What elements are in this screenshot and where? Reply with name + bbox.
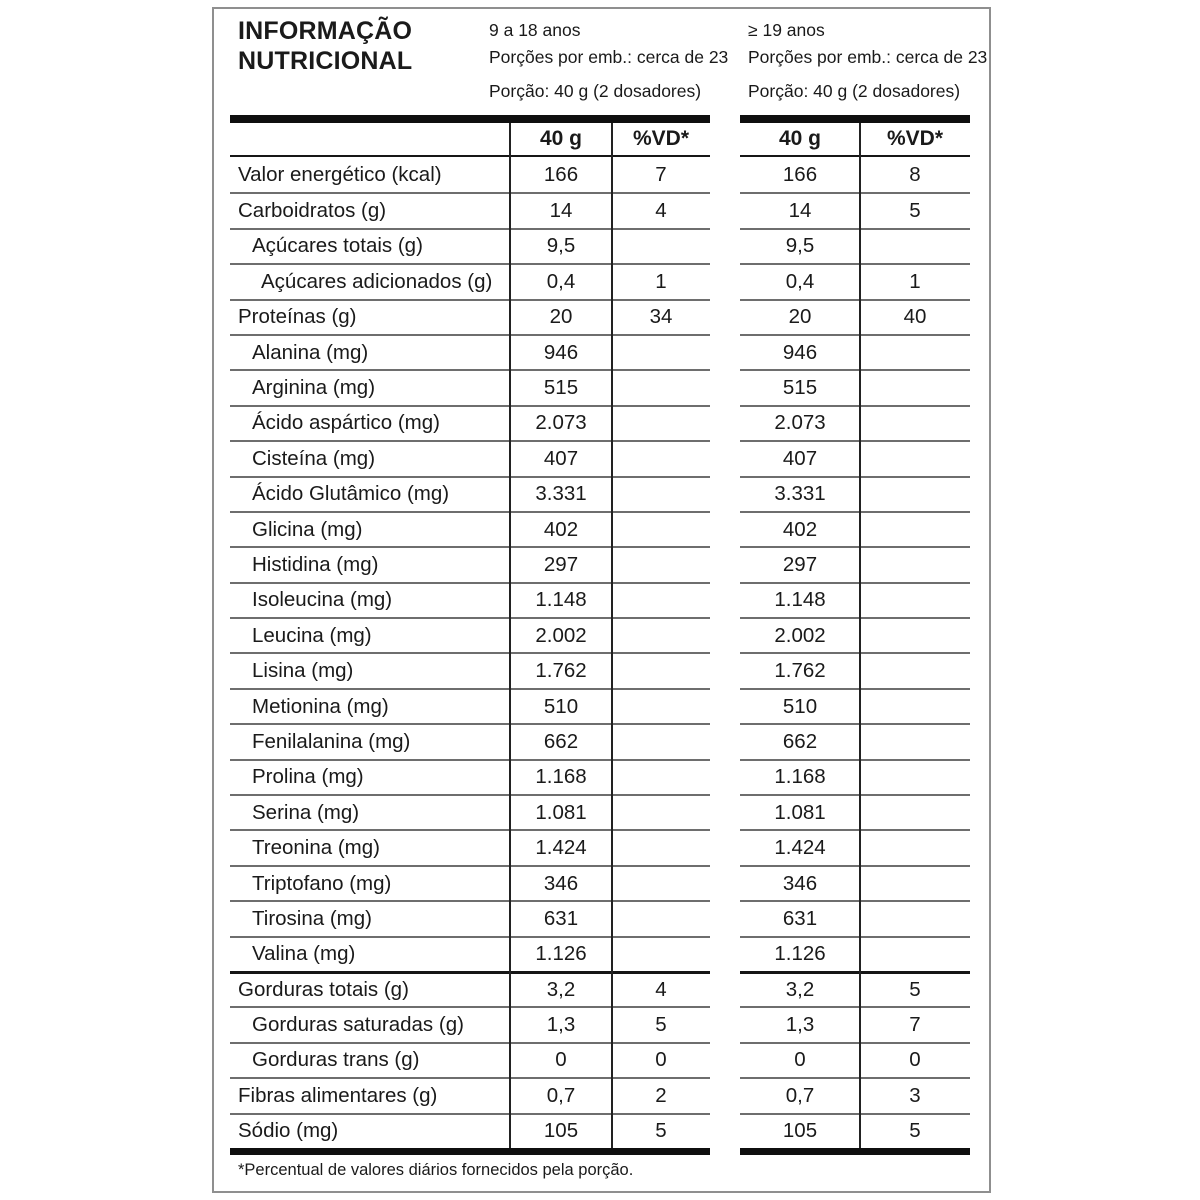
dv-value: 40 [903,305,927,329]
dv-value [612,831,710,864]
amount-value: 1,3 [546,1013,576,1037]
dv-value: 34 [649,305,673,329]
dv-value [860,761,970,794]
table-row [230,369,710,404]
dv-value: 1 [655,269,667,293]
table-row [740,334,970,369]
amount-value: 946 [543,340,579,364]
amount-value: 2.073 [535,411,587,435]
nutrient-label: Açúcares adicionados (g) [261,269,493,293]
table-row [740,511,970,546]
dv-value [860,867,970,900]
amount-value: 1.126 [535,942,587,966]
dv-value: 8 [909,162,921,186]
table-row [230,1042,710,1077]
table-row [740,405,970,440]
dv-value [860,478,970,511]
amount-value: 297 [782,552,818,576]
table-row [740,157,970,192]
nutrient-label: Glicina (mg) [252,517,363,541]
dv-value: 7 [655,162,667,186]
amount-value: 631 [782,906,818,930]
nutrient-label: Gorduras saturadas (g) [252,1013,464,1037]
nutrient-label: Fenilalanina (mg) [252,729,411,753]
table-row [230,723,710,758]
nutrition-table-19-plus [740,115,970,1155]
table-row [230,1077,710,1112]
dv-value [612,867,710,900]
amount-value: 105 [543,1119,579,1143]
empty-header-cell [230,123,510,155]
amount-value: 2.002 [535,623,587,647]
table-row [230,759,710,794]
amount-value: 3,2 [546,978,576,1002]
table-bottom-rule [740,1148,970,1155]
column-divider [611,123,613,1148]
amount-value: 946 [782,340,818,364]
amount-value: 14 [549,199,573,223]
amount-value: 105 [782,1119,818,1143]
table-row [740,900,970,935]
dv-value [860,442,970,475]
dv-value [860,513,970,546]
table-top-rule [230,115,710,123]
dv-value [612,584,710,617]
nutrient-label: Arginina (mg) [252,376,376,400]
amount-value: 510 [782,694,818,718]
table-row [740,723,970,758]
table-row [740,1042,970,1077]
nutrient-label: Carboidratos (g) [238,199,387,223]
table-row [230,192,710,227]
dv-value [860,584,970,617]
amount-value: 0 [555,1048,567,1072]
dv-value: 0 [655,1048,667,1072]
amount-value: 402 [543,517,579,541]
amount-value: 166 [543,162,579,186]
amount-value: 1.762 [535,659,587,683]
nutrient-label: Valina (mg) [252,942,356,966]
table-body [230,157,710,1148]
dv-value [860,725,970,758]
nutrient-label: Açúcares totais (g) [252,234,423,258]
table-row [740,299,970,334]
amount-value: 3,2 [785,978,815,1002]
nutrient-label: Tirosina (mg) [252,906,372,930]
table-row [740,652,970,687]
dv-value: 2 [655,1083,667,1107]
dv-value [860,548,970,581]
amount-value: 1,3 [785,1013,815,1037]
serving-size-label: Porção: 40 g (2 dosadores) [489,81,702,101]
dv-value [860,619,970,652]
amount-value: 2.002 [774,623,826,647]
amount-value: 515 [782,376,818,400]
nutrient-label: Isoleucina (mg) [252,588,393,612]
dv-value [612,938,710,971]
table-bottom-rule [230,1148,710,1155]
table-row [740,1077,970,1112]
nutrient-label: Alanina (mg) [252,340,369,364]
nutrient-label: Ácido Glutâmico (mg) [252,482,450,506]
nutrient-label: Prolina (mg) [252,765,364,789]
dv-value: 1 [909,269,921,293]
dv-value: 5 [909,978,921,1002]
amount-value: 1.148 [535,588,587,612]
table-row [230,299,710,334]
amount-value: 346 [782,871,818,895]
amount-value: 166 [782,162,818,186]
column-divider [509,123,511,1148]
dv-value [612,725,710,758]
amount-value: 14 [788,199,812,223]
dv-value [612,442,710,475]
amount-value: 9,5 [546,234,576,258]
amount-value: 407 [782,446,818,470]
nutrient-label: Gorduras trans (g) [252,1048,420,1072]
nutrient-label: Cisteína (mg) [252,446,376,470]
amount-value: 0,4 [546,269,576,293]
dv-value: 4 [655,199,667,223]
dv-value [612,371,710,404]
amount-value: 1.762 [774,659,826,683]
dv-value [860,938,970,971]
table-row [230,334,710,369]
amount-value: 515 [543,376,579,400]
dv-value [860,336,970,369]
table-row [740,476,970,511]
table-row [230,688,710,723]
nutrition-label-box [212,7,991,1193]
table-row [230,652,710,687]
amount-value: 1.424 [774,836,826,860]
table-row [230,900,710,935]
table-row [740,794,970,829]
dv-value [860,690,970,723]
dv-value: 5 [909,1119,921,1143]
amount-value: 662 [543,729,579,753]
dv-value [612,407,710,440]
nutrient-label: Metionina (mg) [252,694,389,718]
dv-column-header: %VD* [886,127,944,150]
nutrient-label: Ácido aspártico (mg) [252,411,440,435]
dv-value [860,902,970,935]
amount-value: 402 [782,517,818,541]
label-title: INFORMAÇÃO NUTRICIONAL [238,17,413,75]
table-row [230,157,710,192]
amount-value: 662 [782,729,818,753]
amount-value: 3.331 [535,482,587,506]
amount-value: 20 [788,305,812,329]
amount-value: 631 [543,906,579,930]
table-row [740,759,970,794]
table-row [740,829,970,864]
dv-value: 5 [909,199,921,223]
table-top-rule [740,115,970,123]
dv-value [612,761,710,794]
table-row [740,192,970,227]
table-row [740,865,970,900]
dv-value [860,407,970,440]
dv-value: 0 [909,1048,921,1072]
table-row [230,865,710,900]
amount-value: 1.081 [535,800,587,824]
table-header-row [740,123,970,157]
nutrient-label: Sódio (mg) [238,1119,339,1143]
amount-value: 3.331 [774,482,826,506]
dv-value [860,230,970,263]
dv-value [612,796,710,829]
table-row [230,546,710,581]
table-row [740,971,970,1006]
amount-column-header: 40 g [539,127,583,150]
dv-value [612,902,710,935]
dv-value [612,548,710,581]
column-divider [859,123,861,1148]
dv-value [612,478,710,511]
nutrient-label: Serina (mg) [252,800,360,824]
amount-value: 2.073 [774,411,826,435]
nutrient-label: Lisina (mg) [252,659,354,683]
amount-value: 0,7 [785,1083,815,1107]
amount-value: 1.424 [535,836,587,860]
dv-footnote: *Percentual de valores diários fornecidos pela porção. [238,1161,634,1179]
table-row [740,1006,970,1041]
dv-value [612,690,710,723]
table-row [740,688,970,723]
servings-per-pack-label: Porções por emb.: cerca de 23 [489,47,729,67]
dv-value [612,654,710,687]
nutrient-label: Treonina (mg) [252,836,380,860]
amount-value: 1.168 [535,765,587,789]
amount-value: 510 [543,694,579,718]
table-row [740,582,970,617]
dv-value [612,230,710,263]
table-row [230,936,710,971]
table-body [740,157,970,1148]
nutrient-label: Valor energético (kcal) [238,162,442,186]
table-row [230,263,710,298]
table-row [230,1006,710,1041]
table-row [230,794,710,829]
amount-value: 20 [549,305,573,329]
nutrient-label: Proteínas (g) [238,305,357,329]
dv-value [860,654,970,687]
table-row [230,440,710,475]
table-row [230,617,710,652]
nutrient-label: Gorduras totais (g) [238,978,409,1002]
dv-value: 3 [909,1083,921,1107]
dv-value [612,619,710,652]
table-row [230,511,710,546]
dv-value: 5 [655,1119,667,1143]
table-row [740,440,970,475]
table-row [230,582,710,617]
table-row [230,971,710,1006]
servings-per-pack-label: Porções por emb.: cerca de 23 [748,47,988,67]
table-row [230,476,710,511]
table-row [740,617,970,652]
dv-column-header: %VD* [632,127,690,150]
table-row [740,369,970,404]
nutrient-label: Leucina (mg) [252,623,372,647]
serving-size-label: Porção: 40 g (2 dosadores) [748,81,961,101]
nutrition-table-9-18 [230,115,710,1155]
nutrient-label: Histidina (mg) [252,552,379,576]
table-row [230,829,710,864]
amount-value: 0,4 [785,269,815,293]
dv-value: 7 [909,1013,921,1037]
table-header-row [230,123,710,157]
age-group-label: ≥ 19 anos [748,20,825,40]
table-row [230,228,710,263]
table-row [230,405,710,440]
table-row [230,1113,710,1148]
age-group-label: 9 a 18 anos [489,20,581,40]
amount-value: 1.081 [774,800,826,824]
dv-value [860,371,970,404]
dv-value [860,831,970,864]
amount-value: 9,5 [785,234,815,258]
table-row [740,936,970,971]
amount-value: 0,7 [546,1083,576,1107]
nutrient-label: Fibras alimentares (g) [238,1083,438,1107]
dv-value [612,513,710,546]
dv-value [860,796,970,829]
table-row [740,1113,970,1148]
amount-value: 346 [543,871,579,895]
dv-value: 4 [655,978,667,1002]
amount-column-header: 40 g [778,127,822,150]
amount-value: 1.148 [774,588,826,612]
amount-value: 0 [794,1048,806,1072]
table-row [740,546,970,581]
table-row [740,263,970,298]
amount-value: 407 [543,446,579,470]
amount-value: 1.126 [774,942,826,966]
amount-value: 1.168 [774,765,826,789]
amount-value: 297 [543,552,579,576]
table-row [740,228,970,263]
nutrient-label: Triptofano (mg) [252,871,392,895]
dv-value: 5 [655,1013,667,1037]
dv-value [612,336,710,369]
